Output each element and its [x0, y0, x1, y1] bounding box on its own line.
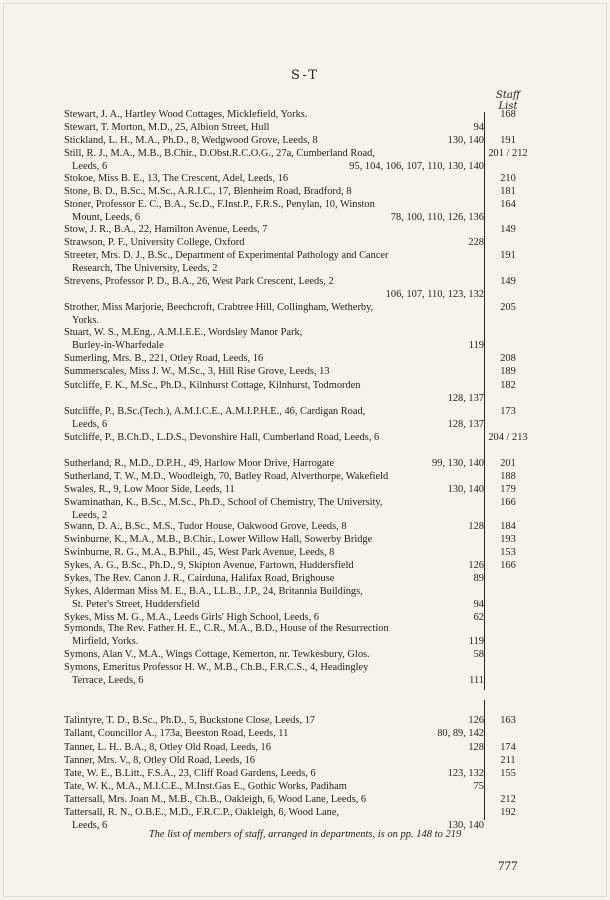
entry-name-line: Swann, D. A., B.Sc., M.S., Tudor House, Oakwood Grove, Leeds, 8 128 [64, 521, 484, 532]
entry-name-line: Tate, W. K., M.A., M.I.C.E., M.Inst.Gas E., Gothic Works, Padiham 75 [64, 781, 484, 792]
page-references: 75 [470, 780, 484, 793]
entry-name-line: Tattersall, R. N., O.B.E., M.D., F.R.C.P., Oakleigh, 6, Wood Lane, [64, 807, 340, 818]
list-entry [64, 741, 516, 754]
list-entry [64, 714, 516, 727]
entry-continuation-line: Yorks. [72, 315, 99, 326]
list-entry [64, 236, 484, 249]
page-references: 95, 104, 106, 107, 110, 130, 140 [345, 160, 484, 173]
staff-list-number: 204 / 213 [488, 432, 528, 443]
page-references: 119 [465, 339, 484, 352]
list-entry [64, 572, 484, 585]
entry-name-line: Swales, R., 9, Low Moor Side, Leeds, 11 [64, 484, 235, 495]
page-references: 119 [465, 635, 484, 648]
list-entry [64, 483, 516, 496]
list-entry [64, 223, 516, 236]
entry-name-line: Tate, W. E., B.Litt., F.S.A., 23, Cliff Road Gardens, Leeds, 6 123, 132 [64, 768, 484, 779]
staff-list-number: 192 [500, 807, 516, 818]
staff-list-number: 153 [500, 547, 516, 558]
list-entry [64, 661, 484, 687]
page-references: 126 [464, 714, 484, 727]
entry-continuation-line: Leeds, 6 95, 104, 106, 107, 110, 130, 140 [72, 161, 484, 172]
list-entry [64, 326, 484, 352]
entry-name-line: Symonds, The Rev. Father H. E., C.R., M.A., B.D., House of the Resurrection [64, 623, 389, 634]
list-entry [64, 365, 516, 378]
page-references: 130, 140 [444, 819, 484, 832]
list-entry [64, 431, 528, 444]
staff-list-number: 166 [500, 497, 516, 508]
page-references: 128 [464, 741, 484, 754]
entry-continuation-line: Leeds, 6 130, 140 [72, 820, 484, 831]
entry-continuation-line: Leeds, 2 [72, 510, 108, 521]
entry-name-line: Stone, B. D., B.Sc., M.Sc., A.R.I.C., 17, Blenheim Road, Bradford, 8 [64, 186, 352, 197]
staff-heading-line2: List [498, 101, 518, 112]
page-references: 80, 89, 142 [433, 727, 484, 740]
list-entry [64, 352, 516, 365]
page-references: 123, 132 [444, 767, 484, 780]
entry-name-line: Summerscales, Miss J. W., M.Sc., 3, Hill Rise Grove, Leeds, 13 [64, 366, 330, 377]
staff-list-number: 174 [500, 742, 516, 753]
staff-list-number: 155 [500, 768, 516, 779]
entry-continuation-line: St. Peter's Street, Huddersfield 94 [72, 599, 484, 610]
entry-continuation-line: Mirfield, Yorks. 119 [72, 636, 484, 647]
staff-list-number: 184 [500, 521, 516, 532]
staff-list-number: 164 [500, 199, 516, 210]
staff-list-number: 211 [500, 755, 516, 766]
page-references: 106, 107, 110, 123, 132 [382, 288, 484, 301]
entry-name-line: Strother, Miss Marjorie, Beechcroft, Crabtree Hill, Collingham, Wetherby, [64, 302, 374, 313]
entry-name-line: Sutcliffe, P., B.Ch.D., L.D.S., Devonshire Hall, Cumberland Road, Leeds, 6 [64, 432, 380, 443]
list-entry [64, 546, 516, 559]
staff-list-number: 191 [500, 250, 516, 261]
page-references: 130, 140 [444, 134, 484, 147]
entry-name-line: Tattersall, Mrs. Joan M., M.B., Ch.B., Oakleigh, 6, Wood Lane, Leeds, 6 [64, 794, 367, 805]
list-entry [64, 585, 484, 611]
page-number: 777 [498, 858, 518, 873]
staff-list-number: 189 [500, 366, 516, 377]
staff-list-number: 163 [500, 715, 516, 726]
entry-name-line: Swinburne, R. G., M.A., B.Phil., 45, West Park Avenue, Leeds, 8 [64, 547, 335, 558]
entry-name-line: Sutcliffe, F. K., M.Sc., Ph.D., Kilnhurst Cottage, Kilnhurst, Todmorden [64, 380, 361, 391]
list-entry [64, 198, 516, 224]
staff-list-number: 193 [500, 534, 516, 545]
entry-continuation-line [64, 288, 484, 301]
entry-continuation-line [64, 392, 484, 405]
page-references: 111 [465, 674, 484, 687]
page-references: 130, 140 [444, 483, 484, 496]
entry-name-line: Stokoe, Miss B. E., 13, The Crescent, Adel, Leeds, 16 [64, 173, 289, 184]
footnote: The list of members of staff, arranged in departments, is on pp. 148 to 219 [148, 829, 462, 840]
page-references: 128, 137 [444, 392, 484, 405]
entry-name-line: Sumerling, Mrs. B., 221, Otley Road, Leeds, 16 [64, 353, 264, 364]
staff-rule-upper [484, 112, 485, 690]
staff-rule-lower [484, 700, 485, 820]
staff-list-number: 201 / 212 [488, 148, 528, 159]
entry-name-line: Streeter, Mrs. D. J., B.Sc., Department of Experimental Pathology and Cancer [64, 250, 389, 261]
page-references: 228 [464, 236, 484, 249]
list-entry [64, 793, 516, 806]
list-entry [64, 520, 516, 533]
entry-name-line: Tanner, L. H.. B.A., 8, Otley Old Road, Leeds, 16 128 [64, 742, 484, 753]
list-entry [64, 275, 516, 301]
entry-name-line: Talintyre, T. D., B.Sc., Ph.D., 5, Buckstone Close, Leeds, 17 126 [64, 715, 484, 726]
entry-name-line: Swaminathan, K., B.Sc., M.Sc., Ph.D., School of Chemistry, The University, [64, 497, 383, 508]
list-entry [64, 301, 516, 327]
list-entry [64, 108, 516, 121]
entry-name-line: Sutcliffe, P., B.Sc.(Tech.), A.M.I.C.E., A.M.I.P.H.E., 46, Cardigan Road, [64, 406, 366, 417]
entry-name-line: Strevens, Professor P. D., B.A., 26, West Park Crescent, Leeds, 2 [64, 276, 334, 287]
list-entry [64, 754, 516, 767]
staff-heading-line1: Staff [496, 90, 520, 101]
entry-name-line: Sutherland, T. W., M.D., Woodleigh, 70, Batley Road, Alverthorpe, Wakefield [64, 471, 389, 482]
page-references: 78, 100, 110, 126, 136 [387, 211, 484, 224]
list-entry [64, 379, 516, 405]
entry-name-line: Stickland, L. H., M.A., Ph.D., 8, Wedgwood Grove, Leeds, 8 130, 140 [64, 135, 484, 146]
entry-name-line: Stuart, W. S., M.Eng., A.M.I.E.E., Wordsley Manor Park, [64, 327, 303, 338]
staff-list-number: 168 [500, 109, 516, 120]
entry-name-line: Sykes, Miss M. G., M.A., Leeds Girls' High School, Leeds, 6 62 [64, 612, 484, 623]
list-entry [64, 780, 484, 793]
staff-list-number: 173 [500, 406, 516, 417]
entry-name-line: Symons, Emeritus Professor H. W., M.B., Ch.B., F.R.C.S., 4, Headingley [64, 662, 369, 673]
staff-list-number: 181 [500, 186, 516, 197]
list-entry [64, 559, 516, 572]
entry-continuation-line: Leeds, 6 128, 137 [72, 419, 484, 430]
page-references: 89 [470, 572, 484, 585]
staff-list-number: 149 [500, 276, 516, 287]
entry-name-line: Sykes, A. G., B.Sc., Ph.D., 9, Skipton Avenue, Fartown, Huddersfield 126 [64, 560, 484, 571]
page-references: 99, 130, 140 [428, 457, 484, 470]
staff-list-number: 166 [500, 560, 516, 571]
staff-list-number: 212 [500, 794, 516, 805]
page-references: 128 [464, 520, 484, 533]
entry-name-line: Stewart, J. A., Hartley Wood Cottages, Micklefield, Yorks. [64, 109, 308, 120]
page-references: 62 [470, 611, 484, 624]
staff-list-number: 182 [500, 380, 516, 391]
entry-continuation-line: Burley-in-Wharfedale 119 [72, 340, 484, 351]
entry-name-line: Stow, J. R., B.A., 22, Hamilton Avenue, Leeds, 7 [64, 224, 268, 235]
page-references: 94 [470, 121, 484, 134]
list-entry [64, 147, 528, 173]
page-references: 58 [470, 648, 484, 661]
staff-list-number: 205 [500, 302, 516, 313]
list-entry [64, 249, 516, 275]
list-entry [64, 405, 516, 431]
staff-list-number: 188 [500, 471, 516, 482]
page-header: S-T [291, 68, 319, 83]
entry-name-line: Stoner, Professor E. C., B.A., Sc.D., F.Inst.P., F.R.S., Penylan, 10, Winston [64, 199, 375, 210]
staff-list-number: 191 [500, 135, 516, 146]
staff-list-number: 149 [500, 224, 516, 235]
staff-list-number: 179 [500, 484, 516, 495]
staff-list-number: 208 [500, 353, 516, 364]
list-entry [64, 121, 484, 134]
page-references: 126 [464, 559, 484, 572]
staff-list-number: 201 [500, 458, 516, 469]
list-entry [64, 767, 516, 780]
entry-name-line: Sykes, Alderman Miss M. E., B.A., LL.B., J.P., 24, Britannia Buildings, [64, 586, 363, 597]
entry-continuation-line: Mount, Leeds, 6 78, 100, 110, 126, 136 [72, 212, 484, 223]
entry-name-line: Symons, Alan V., M.A., Wings Cottage, Kemerton, nr. Tewkesbury, Glos. 58 [64, 649, 484, 660]
staff-list-number: 210 [500, 173, 516, 184]
list-entry [64, 496, 516, 522]
list-entry [64, 622, 484, 648]
list-entry [64, 134, 516, 147]
entry-name-line: Tanner, Mrs. V., 8, Otley Old Road, Leeds, 16 [64, 755, 255, 766]
entry-name-line: Tallant, Councillor A., 173a, Beeston Road, Leeds, 11 80, 89, 142 [64, 728, 484, 739]
list-entry [64, 648, 484, 661]
entry-continuation-line: Research, The University, Leeds, 2 [72, 263, 218, 274]
list-entry [64, 533, 516, 546]
entry-name-line: Swinburne, K., M.A., M.B., B.Chir., Lower Willow Hall, Sowerby Bridge [64, 534, 373, 545]
entry-continuation-line: Terrace, Leeds, 6 111 [72, 675, 484, 686]
list-entry [64, 727, 484, 740]
page-references: 94 [470, 598, 484, 611]
entry-name-line: Sutherland, R., M.D., D.P.H., 49, Harlow Moor Drive, Harrogate 99, 130, 140 [64, 458, 484, 469]
page-references: 128, 137 [444, 418, 484, 431]
list-entry [64, 172, 516, 185]
list-entry [64, 457, 516, 470]
entry-name-line: Still, R. J., M.A., M.B., B.Chir., D.Obst.R.C.O.G., 27a, Cumberland Road, [64, 148, 375, 159]
entry-name-line: Strawson, P. F., University College, Oxford 228 [64, 237, 484, 248]
list-entry [64, 185, 516, 198]
entry-name-line: Sykes, The Rev. Canon J. R., Cairduna, Halifax Road, Brighouse 89 [64, 573, 484, 584]
entry-name-line: Stewart, T. Morton, M.D., 25, Albion Street, Hull 94 [64, 122, 484, 133]
